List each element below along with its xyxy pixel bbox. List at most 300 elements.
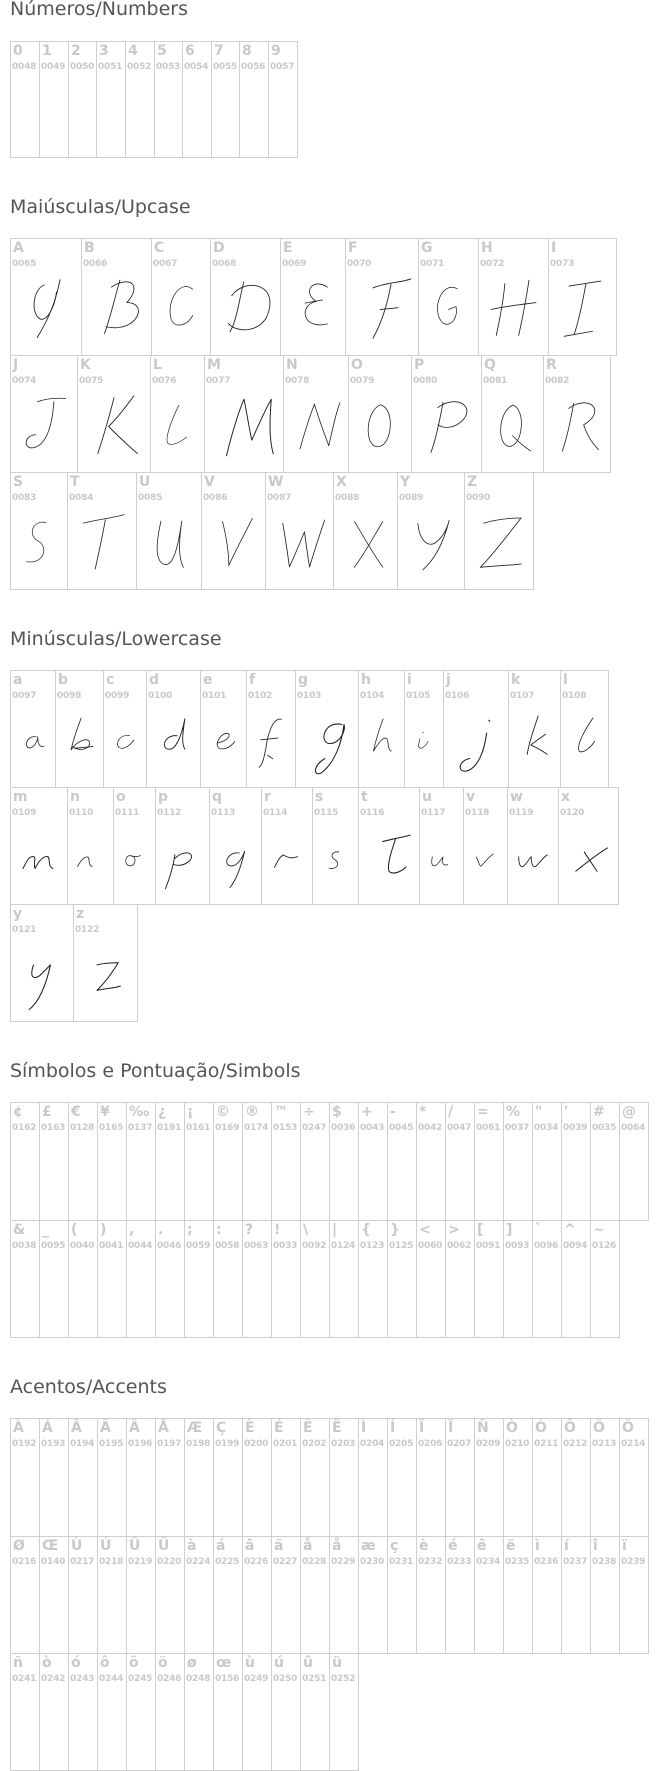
glyph-code-label: 0174 [244,1123,269,1133]
glyph-code-label: 0230 [360,1557,385,1567]
glyph-character-label: Ü [158,1538,170,1554]
glyph-grid-row [10,355,611,473]
glyph-character-label: u [422,789,432,805]
glyph-cell [359,1221,388,1338]
glyph-character-label: Î [419,1420,425,1436]
glyph-character-label: ö [158,1655,168,1671]
glyph-code-label: 0236 [534,1557,559,1567]
script-glyph-sample [482,384,543,469]
glyph-code-label: 0250 [273,1674,298,1684]
glyph-character-label: ø [187,1655,197,1671]
glyph-character-label: 2 [71,43,81,59]
glyph-character-label: l [563,672,568,688]
glyph-cell [533,1537,562,1654]
glyph-cell [544,356,611,473]
glyph-cell [359,1537,388,1654]
glyph-code-label: 0076 [152,376,177,386]
glyph-character-label: A [13,240,24,256]
glyph-cell [296,671,359,788]
glyph-code-label: 0059 [186,1241,211,1251]
glyph-cell [127,1654,156,1771]
glyph-character-label: Ç [216,1420,227,1436]
glyph-code-label: 0216 [12,1557,37,1567]
glyph-code-label: 0123 [360,1241,385,1251]
glyph-character-label: ] [506,1222,513,1238]
glyph-character-label: > [448,1222,460,1238]
glyph-cell [417,1221,446,1338]
glyph-code-label: 0049 [41,62,66,72]
glyph-cell [82,239,152,356]
script-glyph-sample [281,267,345,352]
glyph-character-label: Æ [187,1420,203,1436]
glyph-cell [359,1103,388,1221]
glyph-character-label: y [13,906,23,922]
glyph-code-label: 0232 [418,1557,443,1567]
glyph-cell [214,1103,243,1221]
glyph-code-label: 0104 [360,691,385,701]
glyph-character-label: \ [303,1222,309,1238]
glyph-code-label: 0214 [621,1439,646,1449]
glyph-cell [359,671,405,788]
glyph-cell [301,1537,330,1654]
glyph-character-label: € [71,1104,81,1120]
glyph-code-label: 0247 [302,1123,327,1133]
glyph-code-label: 0097 [12,691,37,701]
glyph-cell [388,1537,417,1654]
glyph-code-label: 0220 [157,1557,182,1567]
glyph-grid-row [10,904,138,1022]
glyph-character-label: | [332,1222,338,1238]
glyph-code-label: 0079 [350,376,375,386]
script-glyph-sample [405,699,443,784]
glyph-cell [114,788,156,905]
glyph-code-label: 0042 [418,1123,443,1133]
glyph-cell [533,1221,562,1338]
glyph-cell [419,239,479,356]
glyph-character-label: í [564,1538,569,1554]
glyph-character-label: t [361,789,368,805]
glyph-cell [562,1419,591,1537]
glyph-cell [185,1537,214,1654]
glyph-character-label: û [303,1655,313,1671]
glyph-cell [127,1221,156,1338]
glyph-cell [205,356,284,473]
script-glyph-sample [266,501,333,586]
glyph-code-label: 0122 [75,925,100,935]
glyph-character-label: / [448,1104,454,1120]
glyph-code-label: 0115 [314,808,339,818]
glyph-code-label: 0242 [41,1674,66,1684]
glyph-character-label: © [216,1104,230,1120]
glyph-code-label: 0205 [389,1439,414,1449]
glyph-code-label: 0229 [331,1557,356,1567]
glyph-character-label: Z [467,474,478,490]
glyph-code-label: 0163 [41,1123,66,1133]
glyph-code-label: 0090 [466,493,491,503]
glyph-character-label: Ê [303,1420,313,1436]
glyph-character-label: õ [129,1655,139,1671]
script-glyph-sample [68,816,113,901]
glyph-character-label: 4 [128,43,138,59]
glyph-code-label: 0191 [157,1123,182,1133]
glyph-character-label: Q [484,357,496,373]
glyph-character-label: C [154,240,165,256]
glyph-code-label: 0099 [105,691,130,701]
glyph-character-label: Â [71,1420,82,1436]
glyph-cell [405,671,444,788]
glyph-code-label: 0233 [447,1557,472,1567]
script-glyph-sample [559,816,618,901]
script-glyph-sample [296,699,358,784]
script-glyph-sample [202,501,265,586]
glyph-cell [104,671,147,788]
glyph-cell [98,1103,127,1221]
glyph-character-label: œ [216,1655,232,1671]
glyph-code-label: 0203 [331,1439,356,1449]
glyph-code-label: 0089 [399,493,424,503]
glyph-cell [272,1654,301,1771]
script-glyph-sample [151,384,204,469]
glyph-cell [446,1537,475,1654]
glyph-character-label: < [419,1222,431,1238]
glyph-code-label: 0037 [505,1123,530,1133]
glyph-grid-row [10,1536,649,1654]
script-glyph-sample [11,933,73,1018]
section-title: Números/Numbers [10,0,188,20]
glyph-cell [620,1103,649,1221]
glyph-code-label: 0051 [98,62,123,72]
glyph-code-label: 0073 [550,259,575,269]
glyph-cell [11,1537,40,1654]
glyph-cell [281,239,346,356]
glyph-character-label: p [158,789,169,805]
glyph-code-label: 0137 [128,1123,153,1133]
glyph-cell [151,356,205,473]
glyph-code-label: 0064 [621,1123,646,1133]
glyph-character-label: ë [506,1538,516,1554]
glyph-character-label: j [446,672,451,688]
script-glyph-sample [509,699,560,784]
glyph-code-label: 0039 [563,1123,588,1133]
glyph-code-label: 0120 [560,808,585,818]
glyph-cell [11,1419,40,1537]
glyph-code-label: 0108 [562,691,587,701]
glyph-character-label: 6 [185,43,195,59]
glyph-code-label: 0052 [127,62,152,72]
glyph-code-label: 0075 [79,376,104,386]
glyph-cell [40,1654,69,1771]
glyph-character-label: î [593,1538,598,1554]
glyph-code-label: 0197 [157,1439,182,1449]
glyph-code-label: 0211 [534,1439,559,1449]
glyph-code-label: 0245 [128,1674,153,1684]
glyph-character-label: Ò [506,1420,518,1436]
glyph-code-label: 0034 [534,1123,559,1133]
glyph-character-label: T [70,474,80,490]
glyph-character-label: Å [158,1420,169,1436]
glyph-code-label: 0062 [447,1241,472,1251]
glyph-cell [301,1221,330,1338]
glyph-code-label: 0212 [563,1439,588,1449]
glyph-character-label: , [129,1222,135,1238]
glyph-character-label: S [13,474,24,490]
glyph-character-label: N [286,357,298,373]
glyph-code-label: 0061 [476,1123,501,1133]
script-glyph-sample [210,816,261,901]
glyph-character-label: 8 [242,43,252,59]
glyph-cell [243,1419,272,1537]
glyph-cell [417,1419,446,1537]
glyph-character-label: & [13,1222,26,1238]
script-glyph-sample [247,699,295,784]
glyph-cell [388,1103,417,1221]
glyph-character-label: w [510,789,523,805]
glyph-character-label: ` [535,1222,542,1238]
glyph-code-label: 0040 [70,1241,95,1251]
glyph-character-label: Ñ [477,1420,489,1436]
glyph-code-label: 0085 [138,493,163,503]
script-glyph-sample [137,501,201,586]
glyph-code-label: 0192 [12,1439,37,1449]
glyph-character-label: Ó [535,1420,547,1436]
script-glyph-sample [284,384,348,469]
glyph-character-label: Ë [332,1420,342,1436]
glyph-character-label: a [13,672,23,688]
glyph-character-label: ! [274,1222,281,1238]
glyph-character-label: [ [477,1222,484,1238]
glyph-cell [98,1221,127,1338]
glyph-cell [69,1419,98,1537]
glyph-cell [509,671,561,788]
script-glyph-sample [349,384,411,469]
glyph-cell [591,1419,620,1537]
script-glyph-sample [74,933,137,1018]
glyph-code-label: 0100 [148,691,173,701]
glyph-grid-row [10,1220,620,1338]
glyph-cell [78,356,151,473]
glyph-code-label: 0162 [12,1123,37,1133]
glyph-cell [11,1654,40,1771]
glyph-character-label: c [106,672,115,688]
glyph-code-label: 0036 [331,1123,356,1133]
glyph-character-label: Ì [361,1420,367,1436]
glyph-character-label: ; [187,1222,193,1238]
glyph-character-label: * [419,1104,427,1120]
glyph-cell [412,356,482,473]
glyph-cell [74,905,138,1022]
glyph-cell [98,1419,127,1537]
glyph-character-label: é [448,1538,458,1554]
glyph-code-label: 0077 [206,376,231,386]
glyph-cell [504,1103,533,1221]
glyph-code-label: 0094 [563,1241,588,1251]
glyph-character-label: v [466,789,476,805]
glyph-character-label: h [361,672,371,688]
glyph-cell [446,1419,475,1537]
glyph-cell [147,671,201,788]
glyph-grid-row [10,670,609,788]
script-glyph-sample [346,267,418,352]
glyph-cell [40,1537,69,1654]
glyph-code-label: 0217 [70,1557,95,1567]
glyph-character-label: Û [129,1538,141,1554]
glyph-cell [243,1654,272,1771]
glyph-cell [69,1537,98,1654]
glyph-cell [156,788,210,905]
glyph-cell [156,1103,185,1221]
glyph-code-label: 0161 [186,1123,211,1133]
glyph-character-label: æ [361,1538,376,1554]
glyph-cell [330,1103,359,1221]
glyph-cell [262,788,313,905]
script-glyph-sample [152,267,210,352]
glyph-code-label: 0235 [505,1557,530,1567]
glyph-cell [214,1537,243,1654]
glyph-character-label: I [551,240,557,256]
glyph-character-label: 0 [13,43,23,59]
glyph-cell [185,1419,214,1537]
glyph-cell [334,473,398,590]
glyph-character-label: = [477,1104,489,1120]
glyph-cell [11,356,78,473]
glyph-character-label: : [216,1222,222,1238]
glyph-character-label: ã [274,1538,284,1554]
glyph-code-label: 0121 [12,925,37,935]
glyph-cell [211,239,281,356]
script-glyph-sample [549,267,616,352]
script-glyph-sample [420,816,463,901]
glyph-cell [388,1419,417,1537]
glyph-cell [508,788,559,905]
glyph-character-label: W [268,474,284,490]
script-glyph-sample [508,816,558,901]
glyph-code-label: 0249 [244,1674,269,1684]
glyph-cell [330,1537,359,1654]
glyph-cell [533,1419,562,1537]
glyph-code-label: 0066 [83,259,108,269]
glyph-character-label: } [390,1222,400,1238]
glyph-cell [591,1537,620,1654]
script-glyph-sample [56,699,103,784]
glyph-code-label: 0088 [335,493,360,503]
glyph-cell [210,788,262,905]
glyph-code-label: 0093 [505,1241,530,1251]
glyph-code-label: 0165 [99,1123,124,1133]
glyph-character-label: Ä [129,1420,140,1436]
glyph-code-label: 0056 [241,62,266,72]
glyph-code-label: 0124 [331,1241,356,1251]
glyph-character-label: å [332,1538,342,1554]
glyph-code-label: 0084 [69,493,94,503]
glyph-code-label: 0087 [267,493,292,503]
glyph-cell [201,671,247,788]
glyph-character-label: ï [622,1538,627,1554]
script-glyph-sample [262,816,312,901]
glyph-code-label: 0196 [128,1439,153,1449]
glyph-cell [69,1221,98,1338]
glyph-character-label: Y [400,474,411,490]
glyph-character-label: À [13,1420,24,1436]
glyph-code-label: 0126 [592,1241,617,1251]
glyph-character-label: Ö [622,1420,634,1436]
glyph-code-label: 0228 [302,1557,327,1567]
glyph-cell [69,1103,98,1221]
glyph-character-label: ‰ [129,1104,150,1120]
glyph-code-label: 0080 [413,376,438,386]
glyph-character-label: o [116,789,126,805]
glyph-cell [465,473,534,590]
glyph-cell [272,1221,301,1338]
glyph-character-label: n [70,789,80,805]
script-glyph-sample [82,267,151,352]
glyph-code-label: 0053 [156,62,181,72]
glyph-character-label: ¡ [187,1104,194,1120]
glyph-character-label: J [13,357,19,373]
glyph-code-label: 0239 [621,1557,646,1567]
glyph-cell [97,42,126,158]
glyph-code-label: 0237 [563,1557,588,1567]
glyph-character-label: ^ [564,1222,576,1238]
glyph-cell [301,1654,330,1771]
glyph-cell [11,1221,40,1338]
script-glyph-sample [104,699,146,784]
glyph-grid-row [10,238,617,356]
glyph-code-label: 0106 [445,691,470,701]
glyph-character-label: " [535,1104,543,1120]
glyph-grid-row [10,1418,649,1537]
glyph-code-label: 0070 [347,259,372,269]
glyph-code-label: 0102 [248,691,273,701]
glyph-character-label: e [203,672,213,688]
glyph-code-label: 0095 [41,1241,66,1251]
glyph-character-label: 7 [214,43,224,59]
script-glyph-sample [11,267,81,352]
glyph-cell [417,1103,446,1221]
glyph-cell [301,1419,330,1537]
glyph-character-label: ? [245,1222,254,1238]
glyph-code-label: 0251 [302,1674,327,1684]
glyph-character-label: è [419,1538,429,1554]
section-title: Símbolos e Pontuação/Simbols [10,1060,301,1082]
script-glyph-sample [444,699,508,784]
glyph-code-label: 0112 [157,808,182,818]
glyph-cell [137,473,202,590]
glyph-cell [444,671,509,788]
glyph-cell [479,239,549,356]
glyph-cell [156,1537,185,1654]
glyph-code-label: 0198 [186,1439,211,1449]
glyph-character-label: d [149,672,160,688]
glyph-character-label: £ [42,1104,52,1120]
glyph-character-label: $ [332,1104,342,1120]
glyph-character-label: ê [477,1538,487,1554]
glyph-cell [420,788,464,905]
section-title: Minúsculas/Lowercase [10,628,222,650]
glyph-cell [68,788,114,905]
glyph-character-label: P [414,357,425,373]
glyph-code-label: 0096 [534,1241,559,1251]
glyph-character-label: ( [71,1222,78,1238]
glyph-cell [183,42,212,158]
glyph-grid-row [10,787,619,905]
glyph-cell [212,42,240,158]
glyph-character-label: @ [622,1104,636,1120]
script-glyph-sample [211,267,280,352]
glyph-cell [388,1221,417,1338]
glyph-character-label: x [561,789,571,805]
glyph-cell [301,1103,330,1221]
glyph-cell [482,356,544,473]
